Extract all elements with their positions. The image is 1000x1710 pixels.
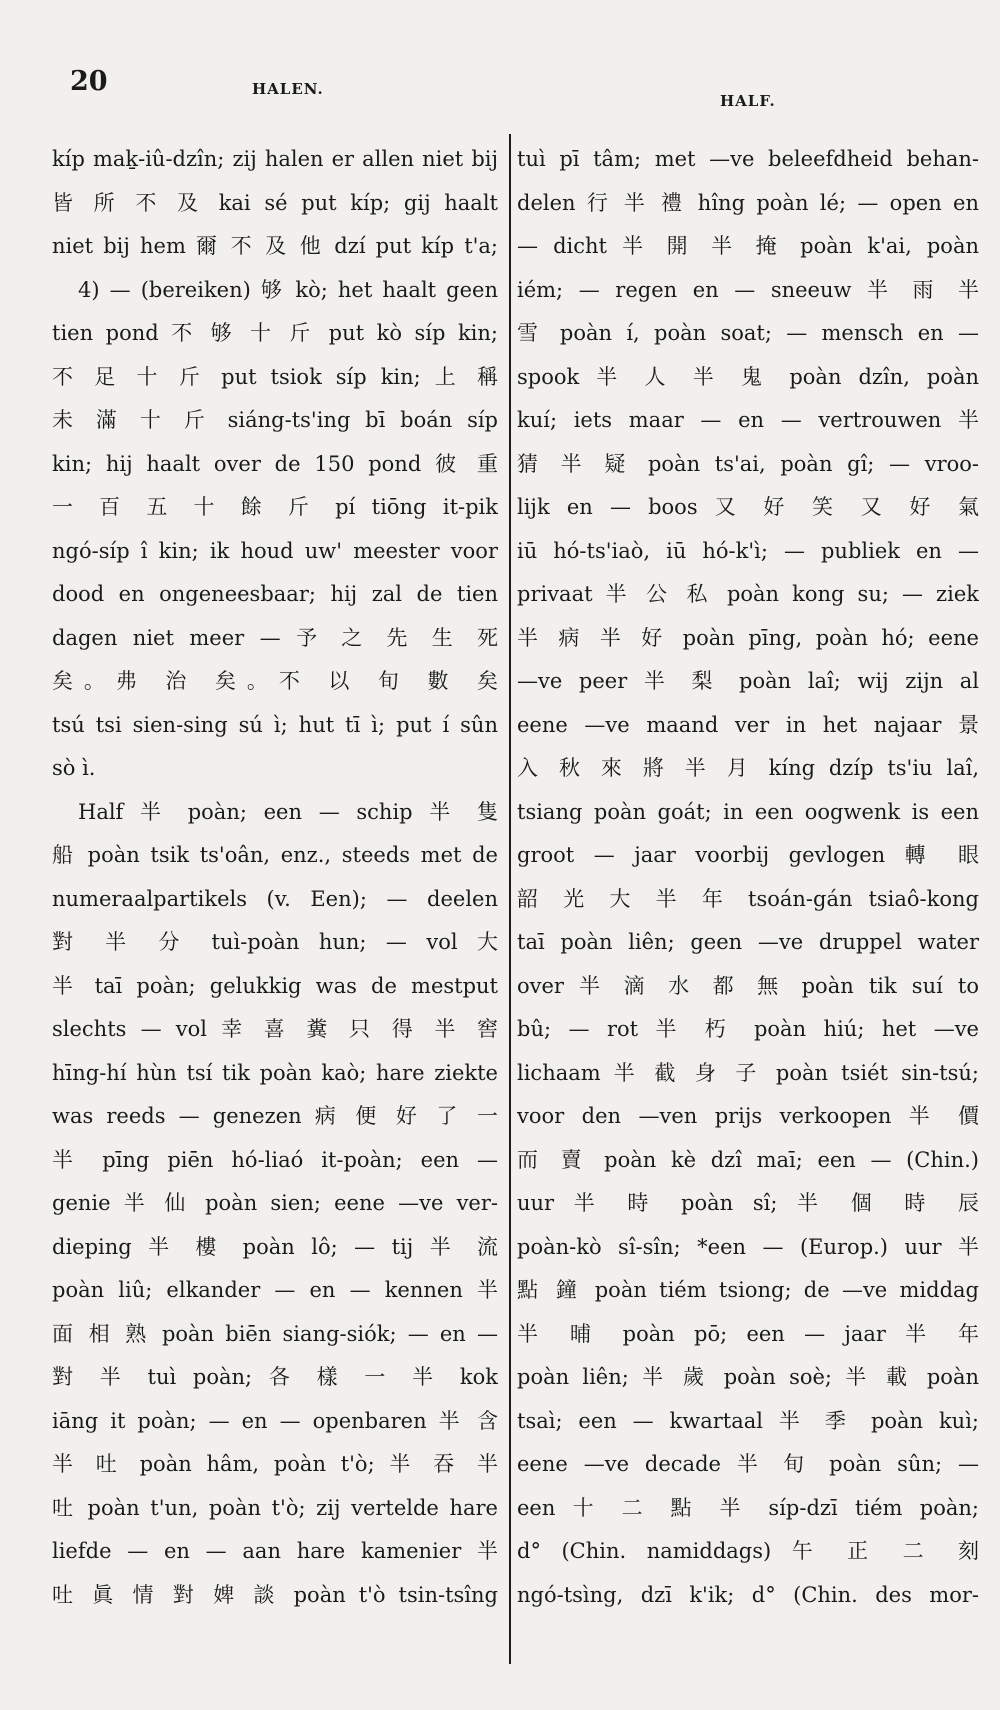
text-line: privaat 半 公 私 poàn kong su; — ziek <box>517 582 979 606</box>
text-line: dagen niet meer — 予 之 先 生 死 <box>52 625 498 650</box>
text-line: 船 poàn tsik ts'oân, enz., steeds met de <box>52 843 498 867</box>
text-line: 皆 所 不 及 kai sé put kíp; gij haalt <box>52 190 498 215</box>
text-line: spook 半 人 半 鬼 poàn dzîn, poàn <box>517 364 979 389</box>
text-line: kuí; iets maar — en — vertrouwen 半 <box>517 408 979 432</box>
text-line: 未 滿 十 斤 siáng-ts'ing bī boán síp <box>52 408 498 432</box>
text-line: delen 行 半 禮 hîng poàn lé; — open en <box>517 190 979 215</box>
text-line: 韶 光 大 半 年 tsoán-gán tsiaô-kong <box>517 886 979 911</box>
text-line: tuì pī tâm; met —ve beleefdheid behan- <box>517 147 979 171</box>
text-line: 半 吐 poàn hâm, poàn t'ò; 半 吞 半 <box>52 1452 498 1476</box>
text-line: dieping 半 樓 poàn lô; — tij 半 流 <box>52 1234 498 1259</box>
column-divider <box>509 134 511 1664</box>
text-line: dood en ongeneesbaar; hij zal de tien <box>52 582 498 606</box>
text-line: uur 半 時 poàn sî; 半 個 時 辰 <box>517 1191 979 1215</box>
text-line: 對 半 tuì poàn; 各 樣 一 半 kok <box>52 1365 498 1389</box>
text-line: lijk en — boos 又 好 笑 又 好 氣 <box>517 495 979 519</box>
right-column <box>517 138 979 1668</box>
text-line: was reeds — genezen 病 便 好 了 一 <box>52 1104 498 1128</box>
text-line: poàn-kò sî-sîn; *een — (Europ.) uur 半 <box>517 1234 979 1259</box>
text-line: 4) — (bereiken) 够 kò; het haalt geen <box>78 277 498 302</box>
text-line: iāng it poàn; — en — openbaren 半 含 <box>52 1408 498 1433</box>
text-line: 入 秋 來 將 半 月 kíng dzíp ts'iu laî, <box>517 756 979 780</box>
text-line: kin; hij haalt over de 150 pond 彼 重 <box>52 451 498 476</box>
text-line: sò ì. <box>52 756 96 780</box>
text-line: ngó-tsìng, dzī k'ik; d° (Chin. des mor- <box>517 1582 979 1607</box>
text-line: 矣。弗 治 矣。不 以 旬 數 矣 <box>52 669 498 693</box>
text-line: 半 晡 poàn pō; een — jaar 半 年 <box>517 1321 979 1346</box>
text-line: tien pond 不 够 十 斤 put kò síp kin; <box>52 321 498 345</box>
page-number: 20 <box>70 66 108 97</box>
text-line: lichaam 半 截 身 子 poàn tsiét sin-tsú; <box>517 1060 979 1085</box>
text-line: iū hó-ts'iaò, iū hó-k'ì; — publiek en — <box>517 538 979 563</box>
text-line: groot — jaar voorbij gevlogen 轉 眼 <box>517 843 979 867</box>
text-line: 半 taī poàn; gelukkig was de mestput <box>52 973 498 998</box>
text-line: tsaì; een — kwartaal 半 季 poàn kuì; <box>517 1408 979 1433</box>
text-line: 不 足 十 斤 put tsiok síp kin; 上 稱 <box>52 364 498 389</box>
text-line: —ve peer 半 梨 poàn laî; wij zijn al <box>517 669 979 693</box>
text-line: kíp maḵ-iû-dzîn; zij halen er allen niet bij <box>52 147 498 171</box>
running-head-left: HALEN. <box>252 80 324 98</box>
text-line: bû; — rot 半 朽 poàn hiú; het —ve <box>517 1017 979 1041</box>
text-line: slechts — vol 幸 喜 糞 只 得 半 窖 <box>52 1017 498 1041</box>
text-line: liefde — en — aan hare kamenier 半 <box>52 1539 498 1563</box>
text-line: niet bij hem 爾 不 及 他 dzí put kíp t'a; <box>52 234 498 258</box>
text-line: taī poàn liên; geen —ve druppel water <box>517 930 979 954</box>
text-line: poàn liû; elkander — en — kennen 半 <box>52 1278 498 1302</box>
text-line: over 半 滴 水 都 無 poàn tik suí to <box>517 973 979 998</box>
text-line: 半 pīng piēn hó-liaó it-poàn; een — <box>52 1147 498 1172</box>
text-line: d° (Chin. namiddags) 午 正 二 刻 <box>517 1539 979 1563</box>
text-line: voor den —ven prijs verkoopen 半 價 <box>517 1104 979 1128</box>
text-line: eene —ve decade 半 旬 poàn sûn; — <box>517 1452 979 1476</box>
text-line: tsiang poàn goát; in een oogwenk is een <box>517 799 979 824</box>
left-column <box>52 138 498 1668</box>
text-line: een 十 二 點 半 síp-dzī tiém poàn; <box>517 1495 979 1520</box>
text-line: 而 賣 poàn kè dzî maī; een — (Chin.) <box>517 1147 979 1172</box>
text-line: iém; — regen en — sneeuw 半 雨 半 <box>517 277 979 302</box>
text-line: 雪 poàn í, poàn soat; — mensch en — <box>517 321 979 345</box>
text-line: ngó-síp î kin; ik houd uw' meester voor <box>52 538 498 563</box>
headword-line: Half 半 poàn; een — schip 半 隻 <box>78 799 498 824</box>
text-line: poàn liên; 半 歲 poàn soè; 半 載 poàn <box>517 1365 979 1389</box>
text-line: 吐 眞 情 對 婢 談 poàn t'ò tsin-tsîng <box>52 1582 498 1607</box>
text-line: 半 病 半 好 poàn pīng, poàn hó; eene <box>517 625 979 650</box>
text-line: numeraalpartikels (v. Een); — deelen <box>52 886 498 911</box>
text-line: 吐 poàn t'un, poàn t'ò; zij vertelde hare <box>52 1495 498 1520</box>
text-line: 點 鐘 poàn tiém tsiong; de —ve middag <box>517 1278 979 1302</box>
text-line: 猜 半 疑 poàn ts'ai, poàn gî; — vroo- <box>517 451 979 476</box>
running-head-right: HALF. <box>720 92 776 110</box>
text-line: tsú tsi sien-sing sú ì; hut tī ì; put í sûn <box>52 712 498 737</box>
text-line: hīng-hí hùn tsí tik poàn kaò; hare ziekte <box>52 1060 498 1085</box>
text-line: 一 百 五 十 餘 斤 pí tiōng it-pik <box>52 495 498 519</box>
text-line: genie 半 仙 poàn sien; eene —ve ver- <box>52 1191 498 1215</box>
text-line: 對 半 分 tuì-poàn hun; — vol 大 <box>52 930 498 954</box>
text-line: eene —ve maand ver in het najaar 景 <box>517 712 979 737</box>
text-line: 面 相 熟 poàn biēn siang-siók; — en — <box>52 1321 498 1346</box>
text-line: — dicht 半 開 半 掩 poàn k'ai, poàn <box>517 234 979 258</box>
